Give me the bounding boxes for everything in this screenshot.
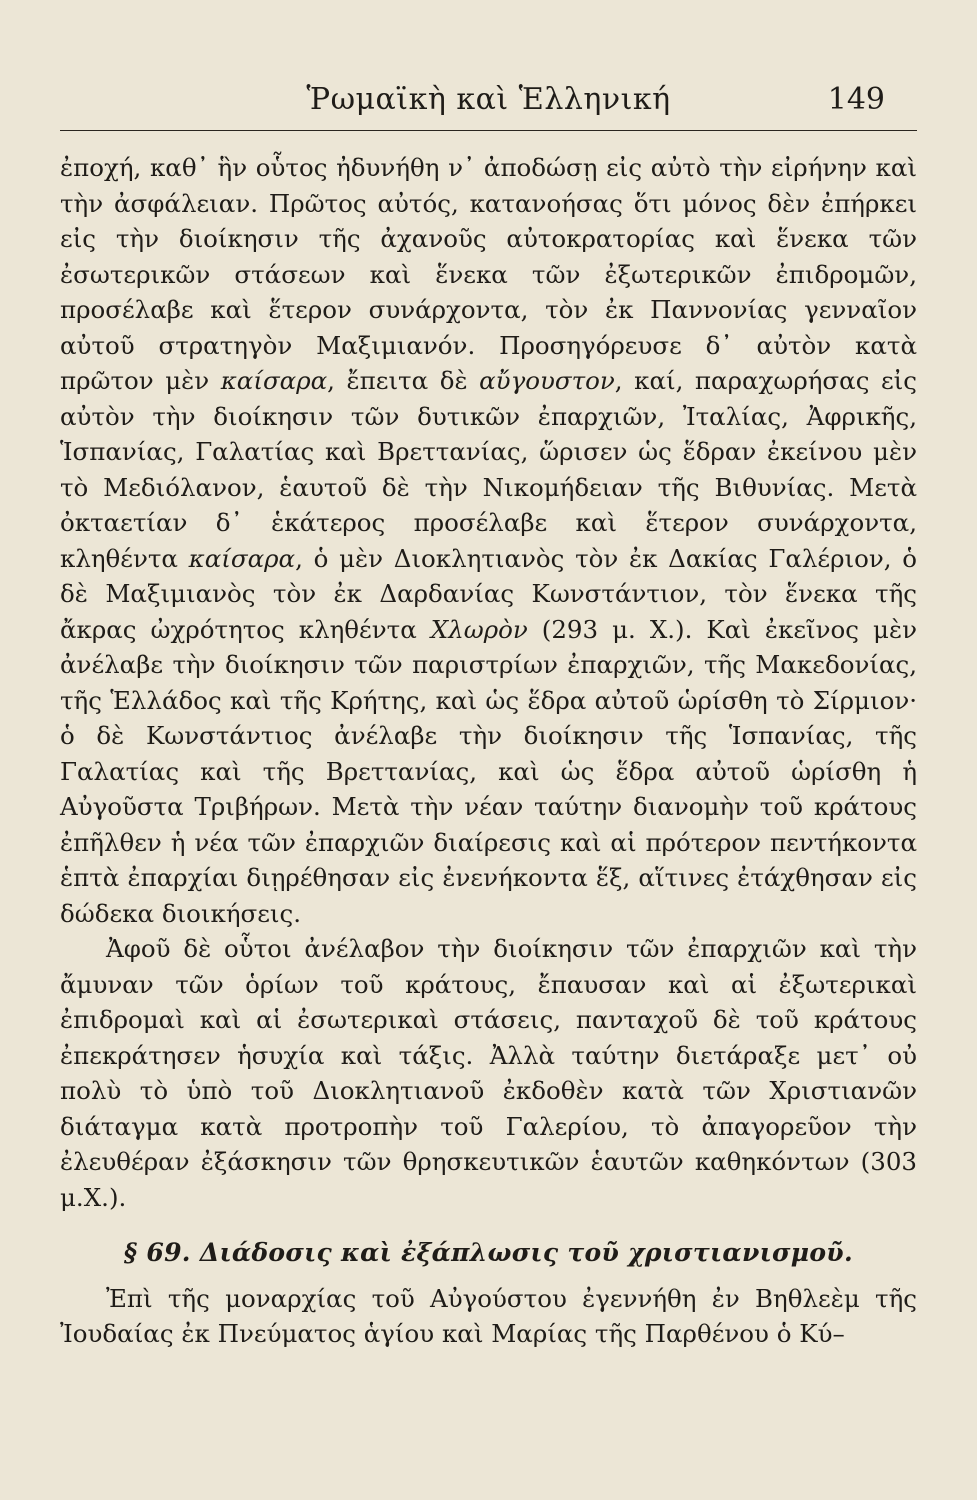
paragraph-1-text: , καί, παραχωρήσας εἰς αὐτὸν τὴν διοίκησιν τῶν δυτικῶν ἐπαρχιῶν, Ἰταλίας, Ἀφρικῆς, Ἱσπανίας, Γαλατίας καὶ Βρεττανίας, ὥρισεν ὡς ἕδραν ἐκείνου μὲν τὸ Μεδιόλανον, ἑαυτοῦ δὲ τὴν Νικομήδειαν τῆς Βιθυνίας. Μετὰ ὀκταετίαν δ᾽ ἑκάτερος προσέλαβε καὶ ἕτερον συνάρχοντα, κληθέντα [60,366,917,573]
paragraph-1 [60,150,917,931]
paragraph-2-text: Ἀφοῦ δὲ οὗτοι ἀνέλαβον τὴν διοίκησιν τῶν ἐπαρχιῶν καὶ τὴν ἄμυναν τῶν ὁρίων τοῦ κράτους, ἔπαυσαν καὶ αἱ ἐξωτερικαὶ ἐπιδρομαὶ καὶ αἱ ἐσωτερικαὶ στάσεις, πανταχοῦ δὲ τοῦ κράτους ἐπεκράτησεν ἡσυχία καὶ τάξις. Ἀλλὰ ταύτην διετάραξε μετ᾽ οὐ πολὺ τὸ ὑπὸ τοῦ Διοκλητιανοῦ ἐκδοθὲν κατὰ τῶν Χριστιανῶν διάταγμα κατὰ προτροπὴν τοῦ Γαλερίου, τὸ ἀπαγορεῦον τὴν ἐλευθέραν ἐξάσκησιν τῶν θρησκευτικῶν ἑαυτῶν καθηκόντων (303 μ.Χ.). [60,934,917,1212]
italic-term-kaisara: καίσαρα [220,366,328,395]
italic-term-chloron: Χλωρὸν [430,614,528,644]
running-title: Ῥωμαϊκὴ καὶ Ἑλληνική [306,82,671,117]
paragraph-3: Ἐπὶ τῆς μοναρχίας τοῦ Αὐγούστου ἐγεννήθη ἐν Βηθλεὲμ τῆς Ἰουδαίας ἐκ Πνεύματος ἁγίου καὶ Μαρίας τῆς Παρθένου ὁ Κύ– [60,1283,917,1348]
italic-term-kaisara-2: καίσαρα [188,543,296,573]
italic-term-augouston: αὔγουστον [479,366,615,395]
paragraph-1-text: , ὁ μὲν Διοκλητιανὸς τὸν ἐκ Δακίας Γαλέριον, ὁ δὲ Μαξιμιανὸς τὸν ἐκ Δαρδανίας Κωνστάντιον, τὸν ἕνεκα τῆς ἄκρας ὠχρότητος κληθέντα [60,543,917,644]
paragraph-1-text: , ἔπειτα δὲ [327,366,480,395]
page-number: 149 [827,82,885,117]
section-heading [60,1235,917,1271]
paragraph-1-text: ἐποχή, καθ᾽ ἣν οὗτος ἠδυνήθη ν᾽ ἀποδώσῃ εἰς αὐτὸ τὴν εἰρήνην καὶ τὴν ἀσφάλειαν. Πρῶτος αὐτός, κατανοήσας ὅτι μόνος δὲν ἐπήρκει εἰς τὴν διοίκησιν τῆς ἀχανοῦς αὐτοκρατορίας καὶ ἕνεκα τῶν ἐσωτερικῶν στάσεων καὶ ἕνεκα τῶν ἐξωτερικῶν ἐπιδρομῶν, προσέλαβε καὶ ἕτερον συνάρχοντα, τὸν ἐκ Παννονίας γενναῖον αὐτοῦ στρατηγὸν Μαξιμιανόν. Προσηγόρευσε δ᾽ αὐτὸν κατὰ πρῶτον μὲν [60,153,917,395]
section-title: Διάδοσις καὶ ἐξάπλωσις τοῦ χριστιανισμοῦ. [199,1238,853,1267]
paragraph-1-text: (293 μ. Χ.). Καὶ ἐκεῖνος μὲν ἀνέλαβε τὴν διοίκησιν τῶν παριστρίων ἐπαρχιῶν, τῆς Μακεδονίας, τῆς Ἑλλάδος καὶ τῆς Κρήτης, καὶ ὡς ἕδρα αὐτοῦ ὡρίσθη τὸ Σίρμιον· ὁ δὲ Κωνστάντιος ἀνέλαβε τὴν διοίκησιν τῆς Ἱσπανίας, τῆς Γαλατίας καὶ τῆς Βρεττανίας, καὶ ὡς ἕδρα αὐτοῦ ὡρίσθη ἡ Αὐγοῦστα Τριβήρων. Μετὰ τὴν νέαν ταύτην διανομὴν τοῦ κράτους ἐπῆλθεν ἡ νέα τῶν ἐπαρχιῶν διαίρεσις καὶ αἱ πρότερον πεντήκοντα ἑπτὰ ἐπαρχίαι διῃρέθησαν εἰς ἐνενήκοντα ἕξ, αἵτινες ἐτάχθησαν εἰς δώδεκα διοικήσεις. [60,614,917,928]
page-header [60,80,917,131]
paragraph-2 [60,931,917,1215]
section-number: § 69. [124,1238,191,1267]
page-body [60,150,917,1352]
